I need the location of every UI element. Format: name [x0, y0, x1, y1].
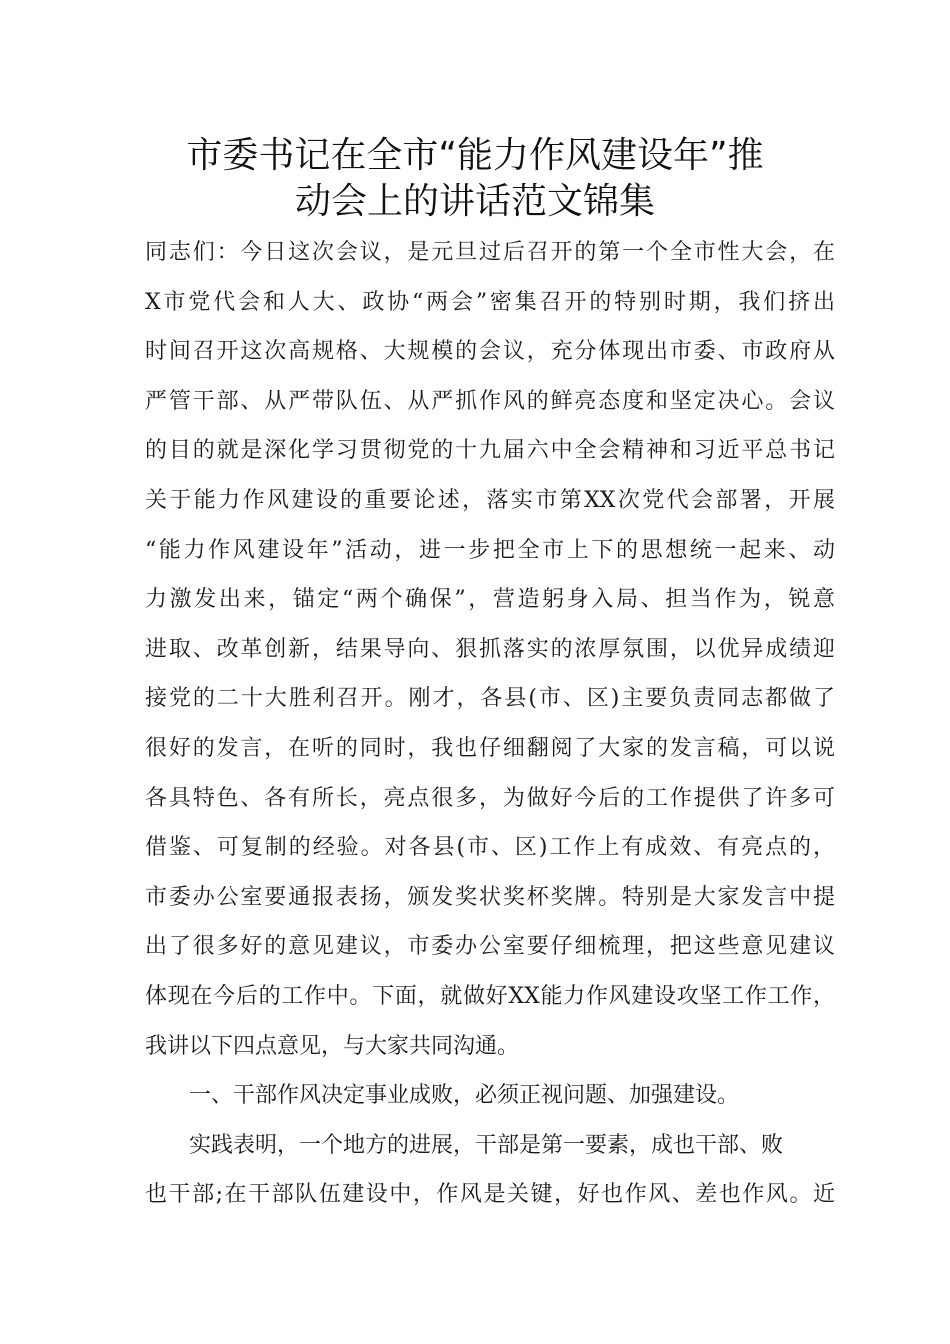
title-line: 动会上的讲话范文锦集: [294, 181, 655, 222]
text-line: “能力作风建设年”活动，进一步把全市上下的思想统一起来、动: [145, 537, 835, 563]
text-line: 借鉴、可复制的经验。对各县(市、区)工作上有成效、有亮点的，: [145, 835, 835, 861]
document-title: [80, 133, 870, 225]
text-line: 各具特色、各有所长，亮点很多，为做好今后的工作提供了许多可: [145, 785, 835, 811]
text-line: 接党的二十大胜利召开。刚才，各县(市、区)主要负责同志都做了: [145, 686, 835, 712]
text-line: 市委办公室要通报表扬，颁发奖状奖杯奖牌。特别是大家发言中提: [145, 884, 835, 910]
text-line: 实践表明，一个地方的进展，干部是第一要素，成也干部、败: [189, 1132, 784, 1158]
text-line: 关于能力作风建设的重要论述，落实市第XX次党代会部署，开展: [145, 487, 835, 513]
text-line: 力激发出来，锚定“两个确保”，营造躬身入局、担当作为，锐意: [145, 587, 835, 613]
text-line: 我讲以下四点意见，与大家共同沟通。: [145, 1033, 520, 1059]
text-line: 时间召开这次高规格、大规模的会议，充分体现出市委、市政府从: [145, 339, 835, 365]
paragraph-section-1: [145, 1121, 835, 1220]
text-line: 出了很多好的意见建议，市委办公室要仔细梳理，把这些意见建议: [145, 934, 835, 960]
text-line: 严管干部、从严带队伍、从严抓作风的鲜亮态度和坚定决心。会议: [145, 388, 835, 414]
section-heading: 一、干部作风决定事业成败，必须正视问题、加强建设。: [189, 1083, 740, 1109]
text-line: 体现在今后的工作中。下面，就做好XX能力作风建设攻坚工作工作，: [145, 983, 835, 1009]
text-line: 很好的发言，在听的同时，我也仔细翻阅了大家的发言稿，可以说: [145, 735, 835, 761]
paragraph-opening: [145, 228, 835, 1071]
text-line: 的目的就是深化学习贯彻党的十九届六中全会精神和习近平总书记: [145, 438, 835, 464]
text-line: X市党代会和人大、政协“两会”密集召开的特别时期，我们挤出: [145, 289, 835, 315]
text-line: 同志们：今日这次会议，是元旦过后召开的第一个全市性大会，在: [145, 240, 835, 265]
text-line: 也干部;在干部队伍建设中，作风是关键，好也作风、差也作风。近: [145, 1182, 835, 1208]
document-body: [145, 228, 835, 1220]
text-line: 进取、改革创新，结果导向、狠抓落实的浓厚氛围，以优异成绩迎: [145, 636, 835, 662]
title-line: 市委书记在全市“能力作风建设年”推: [186, 135, 764, 176]
